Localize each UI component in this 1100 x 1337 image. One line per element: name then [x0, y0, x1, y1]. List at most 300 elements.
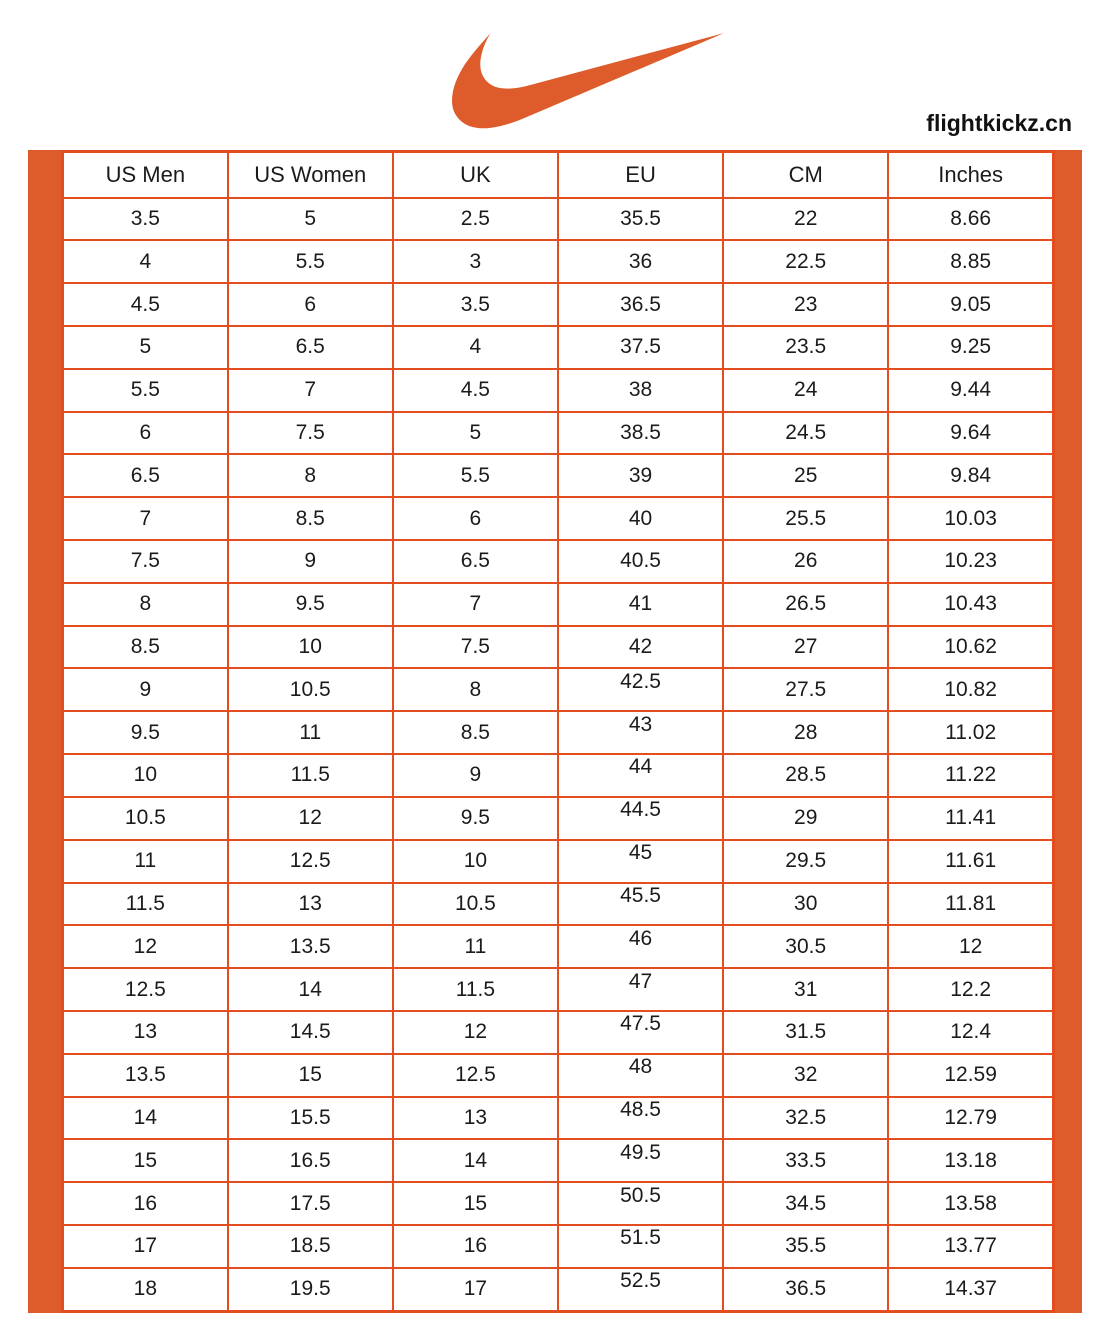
- table-row: [63, 1268, 1054, 1312]
- size-value: 32.5: [785, 1105, 827, 1129]
- size-value: 33.5: [785, 1148, 827, 1172]
- size-cell: [63, 883, 228, 926]
- size-value: 8.66: [950, 206, 992, 230]
- size-cell: [558, 840, 723, 883]
- size-value: 18: [133, 1277, 157, 1301]
- size-cell: [888, 1225, 1053, 1268]
- size-value: 38.5: [620, 420, 661, 444]
- size-cell: [558, 925, 723, 968]
- table-row: [63, 326, 1054, 369]
- size-cell: [723, 583, 888, 626]
- size-value: 36.5: [785, 1277, 827, 1301]
- column-header: Inches: [888, 152, 1053, 198]
- size-cell: [393, 840, 558, 883]
- size-value: 41: [628, 592, 653, 616]
- size-value: 46: [628, 926, 653, 950]
- size-value: 19.5: [289, 1277, 331, 1301]
- size-cell: [63, 1182, 228, 1225]
- table-row: [63, 1182, 1054, 1225]
- size-cell: [393, 1182, 558, 1225]
- size-value: 38: [628, 378, 653, 402]
- table-row: [63, 840, 1054, 883]
- size-value: 51.5: [620, 1226, 661, 1250]
- size-value: 12.79: [944, 1105, 997, 1129]
- size-cell: [63, 412, 228, 455]
- size-cell: [558, 1097, 723, 1140]
- size-value: 13.77: [944, 1234, 997, 1258]
- size-value: 31.5: [785, 1020, 827, 1044]
- size-cell: [888, 283, 1053, 326]
- header-row: [63, 152, 1054, 198]
- size-value: 17: [463, 1277, 488, 1301]
- size-value: 9.5: [295, 592, 325, 616]
- size-cell: [723, 454, 888, 497]
- size-value: 13.5: [124, 1063, 166, 1087]
- column-header: UK: [393, 152, 558, 198]
- size-value: 12: [463, 1020, 488, 1044]
- size-cell: [228, 754, 393, 797]
- size-cell: [228, 797, 393, 840]
- size-value: 9: [469, 763, 482, 787]
- size-value: 6.5: [460, 549, 490, 573]
- size-value: 35.5: [620, 206, 661, 230]
- size-value: 32: [794, 1063, 818, 1087]
- size-cell: [228, 925, 393, 968]
- size-value: 9.64: [950, 420, 992, 444]
- size-value: 29: [794, 806, 818, 830]
- size-cell: [63, 968, 228, 1011]
- size-cell: [63, 840, 228, 883]
- table-row: [63, 711, 1054, 754]
- size-value: 11.22: [945, 763, 997, 787]
- size-value: 49.5: [620, 1140, 661, 1164]
- size-value: 43: [628, 712, 653, 736]
- nike-swoosh-icon: [452, 12, 724, 138]
- size-cell: [228, 883, 393, 926]
- size-cell: [228, 540, 393, 583]
- size-value: 5.5: [460, 463, 490, 487]
- size-cell: [228, 326, 393, 369]
- table-row: [63, 925, 1054, 968]
- size-cell: [63, 540, 228, 583]
- size-value: 23.5: [785, 335, 827, 359]
- size-value: 16: [463, 1234, 488, 1258]
- right-accent-bar: [1055, 150, 1082, 1313]
- size-cell: [558, 454, 723, 497]
- size-cell: [63, 668, 228, 711]
- size-cell: [63, 626, 228, 669]
- size-value: 9.84: [950, 463, 992, 487]
- size-cell: [393, 1268, 558, 1312]
- size-cell: [723, 497, 888, 540]
- size-cell: [888, 711, 1053, 754]
- size-cell: [723, 283, 888, 326]
- size-value: 6: [139, 420, 152, 444]
- size-cell: [63, 326, 228, 369]
- size-value: 10.5: [454, 891, 496, 915]
- size-cell: [228, 1268, 393, 1312]
- size-value: 9: [304, 549, 317, 573]
- size-value: 7.5: [130, 549, 160, 573]
- size-value: 27.5: [785, 677, 827, 701]
- size-cell: [723, 1182, 888, 1225]
- size-cell: [888, 240, 1053, 283]
- size-cell: [888, 1054, 1053, 1097]
- size-cell: [558, 668, 723, 711]
- size-value: 48: [628, 1055, 653, 1079]
- size-cell: [393, 797, 558, 840]
- size-cell: [723, 1097, 888, 1140]
- size-value: 14: [298, 977, 322, 1001]
- size-cell: [63, 240, 228, 283]
- size-value: 22: [794, 206, 818, 230]
- size-value: 40.5: [620, 549, 661, 573]
- size-cell: [723, 1268, 888, 1312]
- column-header: EU: [558, 152, 723, 198]
- table-row: [63, 583, 1054, 626]
- table-row: [63, 968, 1054, 1011]
- size-value: 28.5: [785, 763, 827, 787]
- size-value: 10: [463, 849, 488, 873]
- size-value: 3.5: [130, 206, 160, 230]
- size-cell: [558, 797, 723, 840]
- size-cell: [228, 1182, 393, 1225]
- table-header: [63, 152, 1054, 198]
- size-value: 9: [139, 677, 152, 701]
- size-value: 25.5: [785, 506, 827, 530]
- size-cell: [888, 1182, 1053, 1225]
- size-cell: [393, 968, 558, 1011]
- size-cell: [888, 540, 1053, 583]
- size-cell: [393, 369, 558, 412]
- size-cell: [558, 198, 723, 241]
- size-value: 13: [463, 1105, 488, 1129]
- size-cell: [558, 540, 723, 583]
- size-cell: [63, 369, 228, 412]
- size-value: 24.5: [785, 420, 827, 444]
- nike-logo: [452, 12, 724, 138]
- size-value: 5.5: [130, 378, 160, 402]
- size-cell: [888, 883, 1053, 926]
- table-row: [63, 283, 1054, 326]
- size-value: 12.59: [944, 1063, 997, 1087]
- size-value: 5: [304, 206, 317, 230]
- size-cell: [228, 198, 393, 241]
- size-cell: [723, 1054, 888, 1097]
- size-value: 7.5: [295, 420, 325, 444]
- size-value: 2.5: [460, 206, 490, 230]
- size-value: 40: [628, 506, 653, 530]
- size-value: 8: [304, 463, 317, 487]
- table-row: [63, 497, 1054, 540]
- size-value: 7: [469, 592, 482, 616]
- size-value: 9.5: [130, 720, 160, 744]
- size-cell: [558, 1054, 723, 1097]
- size-cell: [888, 198, 1053, 241]
- size-cell: [558, 1011, 723, 1054]
- size-value: 31: [794, 977, 818, 1001]
- size-value: 10.5: [124, 806, 166, 830]
- table-body: [63, 198, 1054, 1312]
- size-value: 14: [463, 1148, 488, 1172]
- size-cell: [888, 1097, 1053, 1140]
- size-value: 6.5: [130, 463, 160, 487]
- table-row: [63, 412, 1054, 455]
- size-cell: [393, 497, 558, 540]
- size-cell: [228, 240, 393, 283]
- size-value: 15: [133, 1148, 157, 1172]
- size-value: 6.5: [295, 335, 325, 359]
- size-value: 9.44: [950, 378, 992, 402]
- size-value: 26.5: [785, 592, 827, 616]
- table-row: [63, 540, 1054, 583]
- size-value: 13: [298, 891, 322, 915]
- size-value: 10.43: [944, 592, 997, 616]
- size-cell: [558, 1225, 723, 1268]
- size-value: 27: [794, 635, 818, 659]
- size-value: 47.5: [620, 1012, 661, 1036]
- size-value: 12.5: [289, 849, 331, 873]
- size-cell: [63, 1139, 228, 1182]
- size-cell: [888, 925, 1053, 968]
- size-value: 30.5: [785, 934, 827, 958]
- size-cell: [558, 1139, 723, 1182]
- size-value: 12.4: [950, 1020, 992, 1044]
- size-value: 11: [134, 849, 157, 873]
- size-value: 12: [958, 934, 983, 958]
- size-value: 11.5: [290, 763, 330, 787]
- size-cell: [228, 369, 393, 412]
- size-cell: [723, 369, 888, 412]
- size-cell: [228, 711, 393, 754]
- size-cell: [723, 925, 888, 968]
- size-value: 14.37: [944, 1277, 997, 1301]
- size-cell: [63, 797, 228, 840]
- size-cell: [888, 369, 1053, 412]
- size-value: 44.5: [620, 798, 661, 822]
- size-cell: [228, 1054, 393, 1097]
- size-cell: [393, 1139, 558, 1182]
- size-cell: [558, 583, 723, 626]
- size-value: 52.5: [620, 1269, 661, 1293]
- size-value: 11.5: [455, 977, 496, 1001]
- size-cell: [888, 840, 1053, 883]
- size-cell: [558, 283, 723, 326]
- size-value: 13.58: [944, 1191, 997, 1215]
- size-cell: [723, 668, 888, 711]
- size-cell: [63, 497, 228, 540]
- size-value: 10.62: [944, 635, 997, 659]
- size-value: 4: [139, 249, 152, 273]
- size-cell: [63, 1097, 228, 1140]
- table-row: [63, 1139, 1054, 1182]
- size-value: 15.5: [289, 1105, 331, 1129]
- size-cell: [393, 754, 558, 797]
- size-cell: [558, 497, 723, 540]
- size-cell: [888, 497, 1053, 540]
- size-value: 10: [298, 635, 322, 659]
- left-accent-bar: [28, 150, 61, 1313]
- table-row: [63, 1225, 1054, 1268]
- table-row: [63, 198, 1054, 241]
- size-cell: [888, 583, 1053, 626]
- size-cell: [393, 283, 558, 326]
- size-value: 8.85: [950, 249, 992, 273]
- size-cell: [228, 1225, 393, 1268]
- size-value: 3: [469, 249, 482, 273]
- size-value: 7.5: [460, 635, 490, 659]
- column-header: US Women: [228, 152, 393, 198]
- column-header: CM: [723, 152, 888, 198]
- size-cell: [393, 412, 558, 455]
- size-cell: [723, 1139, 888, 1182]
- size-cell: [63, 1225, 228, 1268]
- size-value: 7: [139, 506, 152, 530]
- size-cell: [888, 668, 1053, 711]
- size-cell: [228, 497, 393, 540]
- size-value: 4: [469, 335, 482, 359]
- size-value: 11: [299, 720, 322, 744]
- size-cell: [228, 1097, 393, 1140]
- size-value: 36: [628, 249, 653, 273]
- size-value: 8: [139, 592, 152, 616]
- size-value: 18.5: [289, 1234, 331, 1258]
- size-value: 11.81: [945, 891, 997, 915]
- size-value: 14.5: [289, 1020, 331, 1044]
- size-value: 36.5: [620, 292, 661, 316]
- size-value: 11: [464, 934, 487, 958]
- size-chart-frame: [28, 150, 1082, 1313]
- size-value: 6: [469, 506, 482, 530]
- size-cell: [228, 454, 393, 497]
- size-value: 29.5: [785, 849, 827, 873]
- size-cell: [888, 1011, 1053, 1054]
- size-cell: [723, 797, 888, 840]
- size-cell: [228, 840, 393, 883]
- size-cell: [393, 883, 558, 926]
- size-value: 28: [794, 720, 818, 744]
- size-value: 22.5: [785, 249, 827, 273]
- size-cell: [723, 198, 888, 241]
- size-cell: [228, 626, 393, 669]
- size-value: 12: [133, 934, 157, 958]
- size-cell: [393, 925, 558, 968]
- size-cell: [558, 754, 723, 797]
- size-value: 8.5: [295, 506, 325, 530]
- size-value: 35.5: [785, 1234, 827, 1258]
- size-value: 48.5: [620, 1097, 661, 1121]
- size-chart-table: [61, 150, 1055, 1313]
- size-cell: [228, 283, 393, 326]
- size-value: 11.02: [945, 720, 997, 744]
- size-cell: [393, 711, 558, 754]
- size-cell: [888, 626, 1053, 669]
- size-value: 7: [304, 378, 317, 402]
- size-cell: [558, 240, 723, 283]
- size-cell: [63, 754, 228, 797]
- size-value: 12: [298, 806, 322, 830]
- size-value: 25: [794, 463, 818, 487]
- size-value: 26: [794, 549, 818, 573]
- size-cell: [723, 412, 888, 455]
- size-cell: [888, 1139, 1053, 1182]
- size-value: 3.5: [460, 292, 490, 316]
- size-value: 42: [628, 635, 653, 659]
- size-cell: [393, 240, 558, 283]
- size-value: 14: [133, 1105, 157, 1129]
- size-cell: [63, 454, 228, 497]
- table-row: [63, 754, 1054, 797]
- size-value: 17.5: [289, 1191, 331, 1215]
- size-cell: [723, 883, 888, 926]
- size-cell: [63, 1054, 228, 1097]
- size-cell: [558, 711, 723, 754]
- size-value: 12.5: [124, 977, 166, 1001]
- table-row: [63, 1011, 1054, 1054]
- size-cell: [723, 540, 888, 583]
- size-value: 8.5: [130, 635, 160, 659]
- table-row: [63, 1097, 1054, 1140]
- size-value: 10: [133, 763, 157, 787]
- size-cell: [228, 668, 393, 711]
- size-cell: [888, 412, 1053, 455]
- size-cell: [228, 1011, 393, 1054]
- size-value: 9.25: [950, 335, 992, 359]
- size-cell: [393, 198, 558, 241]
- size-cell: [888, 1268, 1053, 1312]
- size-value: 37.5: [620, 335, 661, 359]
- size-value: 39: [628, 463, 653, 487]
- size-value: 42.5: [620, 669, 661, 693]
- size-value: 11.5: [125, 891, 165, 915]
- size-cell: [393, 1011, 558, 1054]
- size-cell: [63, 925, 228, 968]
- size-cell: [558, 369, 723, 412]
- site-watermark: flightkickz.cn: [926, 110, 1072, 136]
- size-value: 4.5: [460, 378, 490, 402]
- size-cell: [888, 454, 1053, 497]
- size-value: 44: [628, 755, 653, 779]
- size-value: 9.5: [460, 806, 490, 830]
- size-cell: [558, 968, 723, 1011]
- size-value: 45: [628, 841, 653, 865]
- size-cell: [228, 583, 393, 626]
- size-value: 5: [139, 335, 152, 359]
- size-value: 16.5: [289, 1148, 331, 1172]
- size-cell: [723, 626, 888, 669]
- size-value: 12.5: [454, 1063, 496, 1087]
- size-cell: [63, 1268, 228, 1312]
- size-cell: [888, 797, 1053, 840]
- size-cell: [393, 326, 558, 369]
- table-row: [63, 240, 1054, 283]
- size-cell: [723, 1011, 888, 1054]
- size-cell: [558, 326, 723, 369]
- size-cell: [393, 540, 558, 583]
- table-row: [63, 797, 1054, 840]
- size-value: 5.5: [295, 249, 325, 273]
- size-value: 13.18: [944, 1148, 997, 1172]
- size-value: 13.5: [289, 934, 331, 958]
- size-cell: [393, 454, 558, 497]
- size-value: 11.61: [945, 849, 997, 873]
- size-cell: [723, 840, 888, 883]
- table-row: [63, 668, 1054, 711]
- size-cell: [723, 1225, 888, 1268]
- size-value: 17: [133, 1234, 157, 1258]
- size-cell: [228, 968, 393, 1011]
- table-row: [63, 454, 1054, 497]
